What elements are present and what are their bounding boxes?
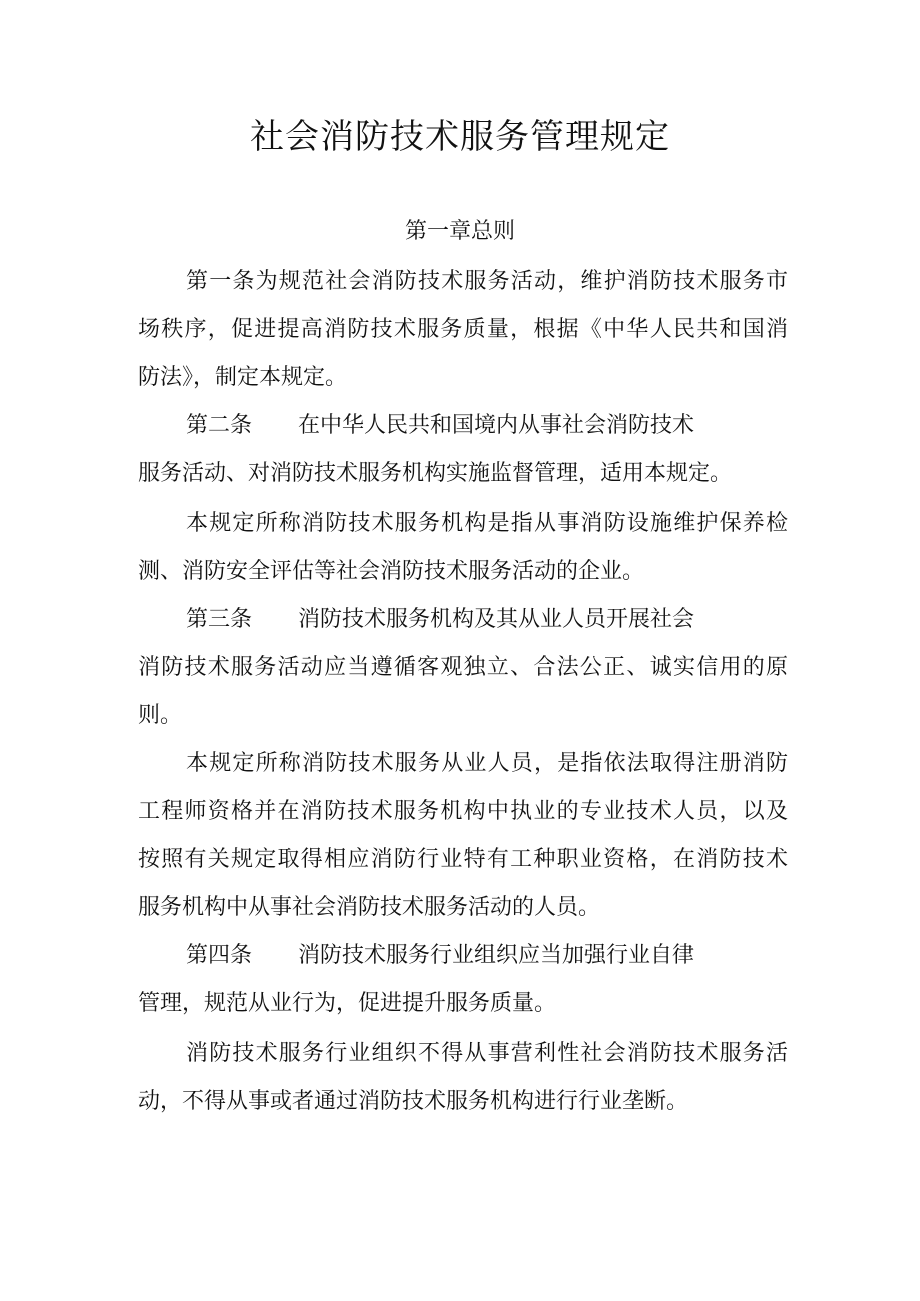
article-4-line-2: 管理，规范从业行为，促进提升服务质量。 <box>138 991 557 1016</box>
article-2-para-2-line-1: 本规定所称消防技术服务机构是指从事消防设施维护保养检 <box>186 511 788 536</box>
article-2-line-2: 服务活动、对消防技术服务机构实施监督管理，适用本规定。 <box>138 461 733 486</box>
article-3-text-1: 消防技术服务机构及其从业人员开展社会 <box>298 607 695 632</box>
article-3-line-3: 则。 <box>138 703 183 728</box>
article-4-text-1: 消防技术服务行业组织应当加强行业自律 <box>298 943 695 968</box>
article-3-para-2-line-3: 按照有关规定取得相应消防行业特有工种职业资格，在消防技术 <box>138 847 788 872</box>
article-3-para-2-line-2: 工程师资格并在消防技术服务机构中执业的专业技术人员，以及 <box>138 799 788 824</box>
article-1-line-3: 防法》，制定本规定。 <box>138 365 348 390</box>
article-3-para-2-line-1: 本规定所称消防技术服务从业人员，是指依法取得注册消防 <box>186 751 788 776</box>
article-4-line-1 <box>186 940 788 972</box>
article-1-line-2: 场秩序，促进提高消防技术服务质量，根据《中华人民共和国消 <box>138 317 788 342</box>
document-title: 社会消防技术服务管理规定 <box>250 117 670 157</box>
article-1-line-1: 第一条为规范社会消防技术服务活动，维护消防技术服务市 <box>186 269 788 294</box>
article-4-para-2-line-1: 消防技术服务行业组织不得从事营利性社会消防技术服务活 <box>186 1041 788 1066</box>
article-2-line-1 <box>186 410 788 442</box>
article-4-heading: 第四条 <box>186 943 253 968</box>
article-3-para-2-line-4: 服务机构中从事社会消防技术服务活动的人员。 <box>138 895 601 920</box>
article-3-heading: 第三条 <box>186 607 253 632</box>
article-3-line-2: 消防技术服务活动应当遵循客观独立、合法公正、诚实信用的原 <box>138 655 788 680</box>
chapter-heading: 第一章总则 <box>404 219 515 244</box>
article-2-text-1: 在中华人民共和国境内从事社会消防技术 <box>298 413 695 438</box>
article-2-para-2-line-2: 测、消防安全评估等社会消防技术服务活动的企业。 <box>138 559 645 584</box>
article-2-heading: 第二条 <box>186 413 253 438</box>
article-4-para-2-line-2: 动，不得从事或者通过消防技术服务机构进行行业垄断。 <box>138 1089 689 1114</box>
article-3-line-1 <box>186 604 788 636</box>
